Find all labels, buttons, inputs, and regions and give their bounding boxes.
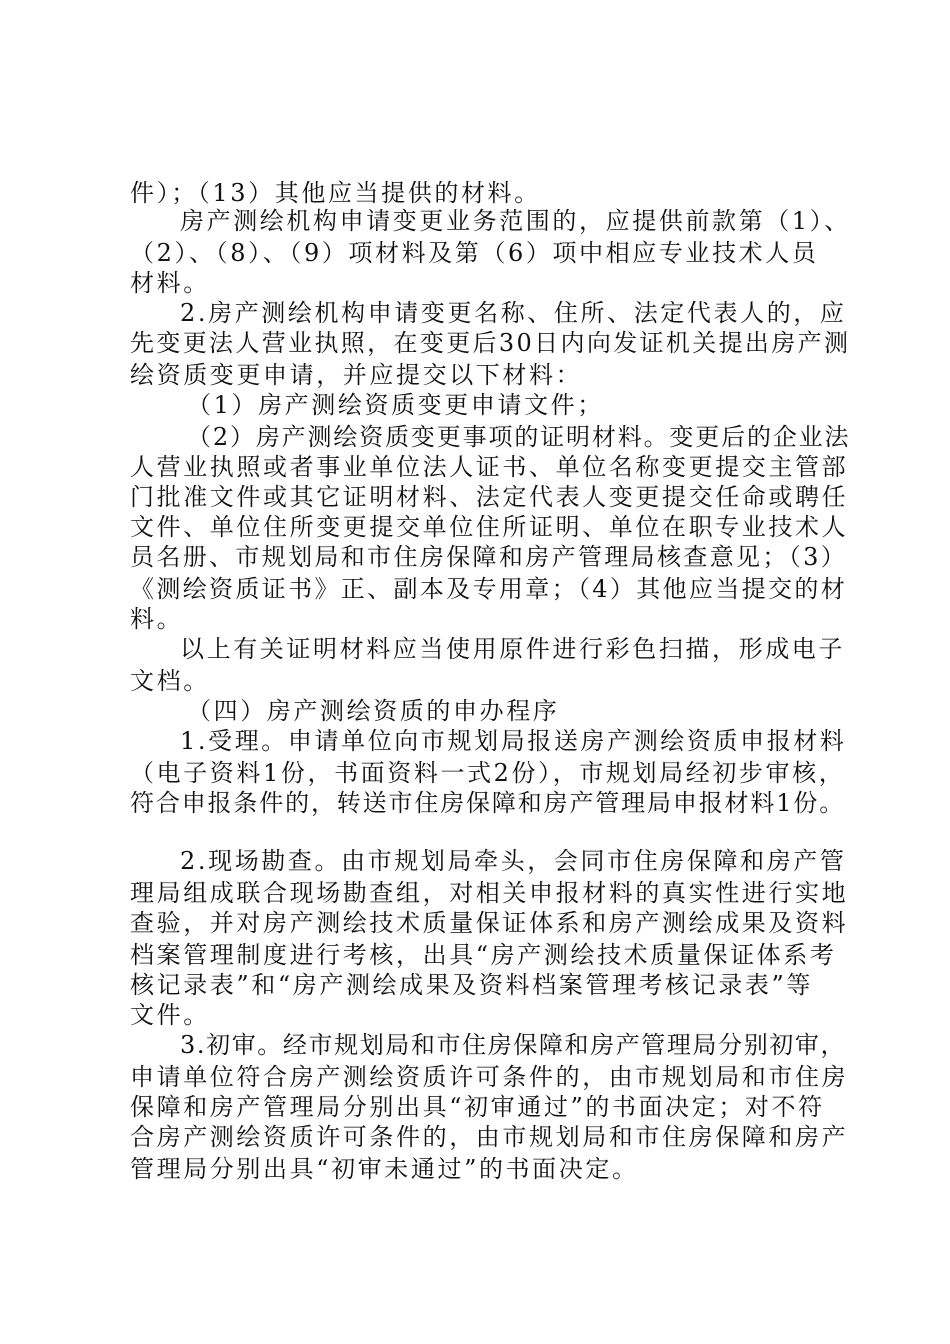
- text-line: 2.房产测绘机构申请变更名称、住所、法定代表人的，应: [180, 299, 847, 327]
- text-line: 绘资质变更申请，并应提交以下材料：: [130, 361, 583, 389]
- text-line: 件）；（13）其他应当提供的材料。: [130, 179, 541, 207]
- text-line: 3.初审。经市规划局和市住房保障和房产管理局分别初审，: [180, 1031, 847, 1059]
- text-line: （1）房产测绘资质变更申请文件；: [187, 391, 604, 419]
- text-line: 文件、单位住所变更提交单位住所证明、单位在职专业技术人: [130, 513, 849, 541]
- text-line: 2.现场勘查。由市规划局牵头，会同市住房保障和房产管: [180, 847, 847, 875]
- text-line: 以上有关证明材料应当使用原件进行彩色扫描，形成电子: [180, 635, 845, 663]
- text-line: 申请单位符合房产测绘资质许可条件的，由市规划局和市住房: [130, 1063, 849, 1091]
- text-line: （2）、（8）、（9）项材料及第（6）项中相应专业技术人员: [130, 239, 819, 267]
- section-heading: （四）房产测绘资质的申办程序: [187, 697, 560, 725]
- text-line: 1.受理。申请单位向市规划局报送房产测绘资质申报材料: [180, 727, 847, 755]
- text-line: 房产测绘机构申请变更业务范围的，应提供前款第（1）、: [180, 207, 851, 235]
- text-line: 材料。: [130, 269, 210, 297]
- text-line: 核记录表”和“房产测绘成果及资料档案管理考核记录表”等: [130, 971, 814, 999]
- text-line: 人营业执照或者事业单位法人证书、单位名称变更提交主管部: [130, 453, 849, 481]
- text-line: （电子资料1份，书面资料一式2份），市规划局经初步审核，: [130, 759, 846, 787]
- text-line: （2）房产测绘资质变更事项的证明材料。变更后的企业法: [187, 423, 851, 451]
- text-line: 门批准文件或其它证明材料、法定代表人变更提交任命或聘任: [130, 483, 849, 511]
- text-line: 员名册、市规划局和市住房保障和房产管理局核查意见；（3）: [130, 543, 848, 571]
- text-line: 理局组成联合现场勘查组，对相关申报材料的真实性进行实地: [130, 879, 849, 907]
- text-line: 《测绘资质证书》正、副本及专用章；（4）其他应当提交的材: [130, 575, 848, 603]
- text-line: 管理局分别出具“初审未通过”的书面决定。: [130, 1155, 639, 1183]
- text-line: 档案管理制度进行考核，出具“房产测绘技术质量保证体系考: [130, 941, 837, 969]
- text-line: 合房产测绘资质许可条件的，由市规划局和市住房保障和房产: [130, 1123, 849, 1151]
- text-line: 料。: [130, 605, 184, 633]
- text-line: 文档。: [130, 667, 210, 695]
- text-line: 保障和房产管理局分别出具“初审通过”的书面决定；对不符: [130, 1093, 825, 1121]
- text-line: 文件。: [130, 1001, 210, 1029]
- text-line: 符合申报条件的，转送市住房保障和房产管理局申报材料1份。: [130, 789, 846, 817]
- text-line: 查验，并对房产测绘技术质量保证体系和房产测绘成果及资料: [130, 909, 849, 937]
- text-line: 先变更法人营业执照，在变更后30日内向发证机关提出房产测: [130, 329, 851, 357]
